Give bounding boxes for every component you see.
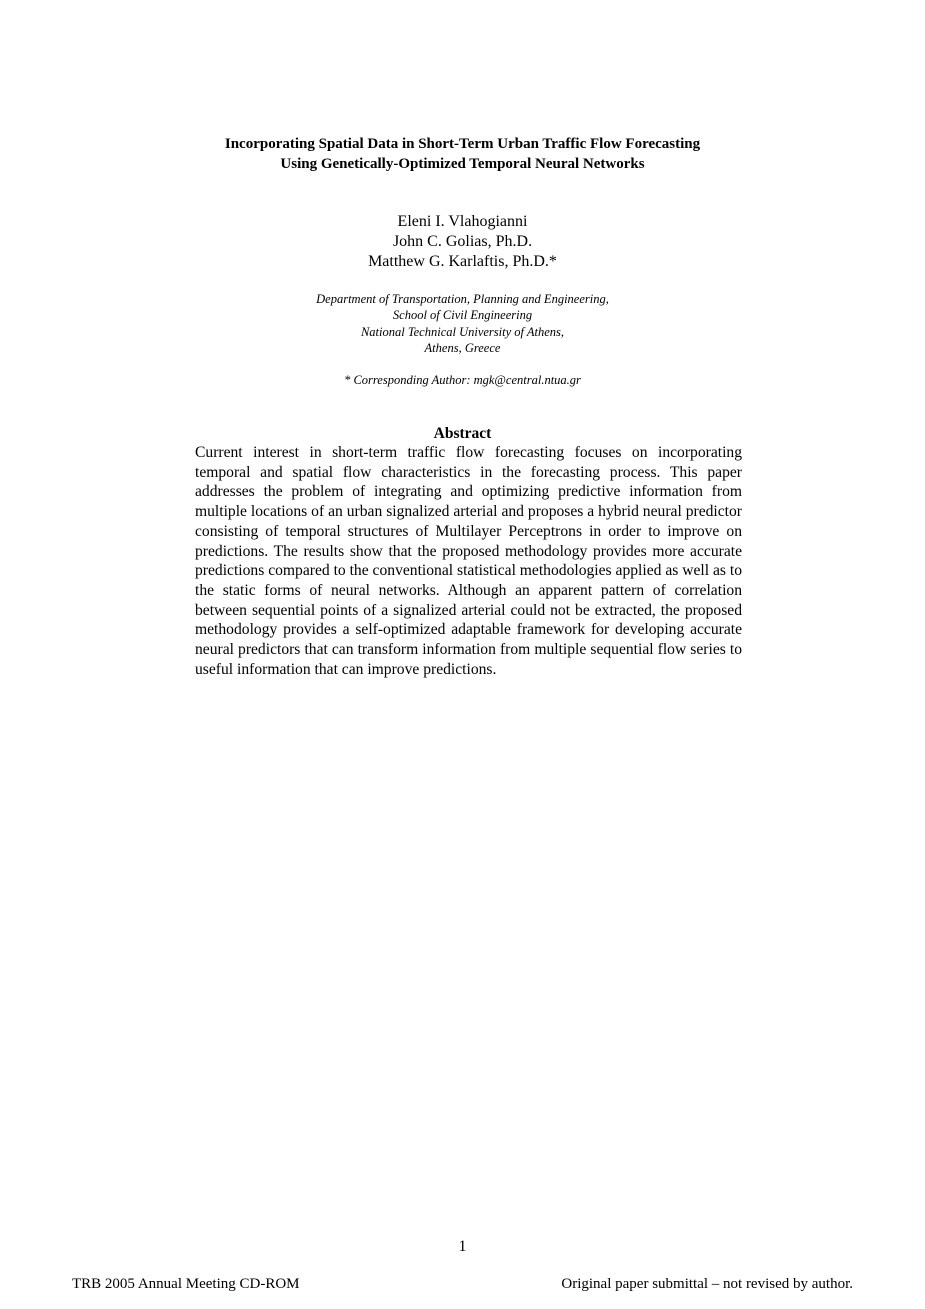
abstract-heading: Abstract bbox=[433, 425, 492, 442]
abstract-body: Current interest in short-term traffic flow forecasting focuses on incorporating temporal and spatial flow characteristics in the forecasting process. This paper addresses the problem of integrating and optimizing predictive information from multiple locations of an urban signalized arterial and proposes a hybrid neural predictor consisting of temporal structures of Multilayer Perceptrons in order to improve on predictions. The results show that the proposed methodology provides more accurate predictions compared to the conventional statistical methodologies applied as well as to the static forms of neural networks. Although an apparent pattern of correlation between sequential points of a signalized arterial could not be extracted, the proposed methodology provides a self-optimized adaptable framework for developing accurate neural predictors that can transform information from multiple sequential flow series to useful information that can improve predictions. bbox=[195, 444, 742, 678]
page-number: 1 bbox=[458, 1238, 467, 1255]
title-line-2: Using Genetically-Optimized Temporal Neural Networks bbox=[280, 156, 645, 172]
affiliation-block bbox=[0, 291, 925, 356]
corresponding-author: * Corresponding Author: mgk@central.ntua.gr bbox=[344, 373, 581, 387]
author-list bbox=[0, 212, 925, 272]
affiliation-line: Department of Transportation, Planning and Engineering, bbox=[316, 292, 609, 306]
footer-right: Original paper submittal – not revised by author. bbox=[561, 1276, 853, 1292]
affiliation-line: National Technical University of Athens, bbox=[360, 324, 565, 339]
affiliation-line: Athens, Greece bbox=[424, 340, 501, 355]
author-name: John C. Golias, Ph.D. bbox=[392, 233, 533, 250]
author-name: Eleni I. Vlahogianni bbox=[397, 213, 528, 230]
author-name: Matthew G. Karlaftis, Ph.D.* bbox=[368, 253, 557, 270]
footer-left: TRB 2005 Annual Meeting CD-ROM bbox=[72, 1276, 300, 1292]
title-line-1: Incorporating Spatial Data in Short-Term Urban Traffic Flow Forecasting bbox=[224, 136, 701, 152]
affiliation-line: School of Civil Engineering bbox=[392, 308, 533, 323]
paper-title bbox=[0, 134, 925, 174]
